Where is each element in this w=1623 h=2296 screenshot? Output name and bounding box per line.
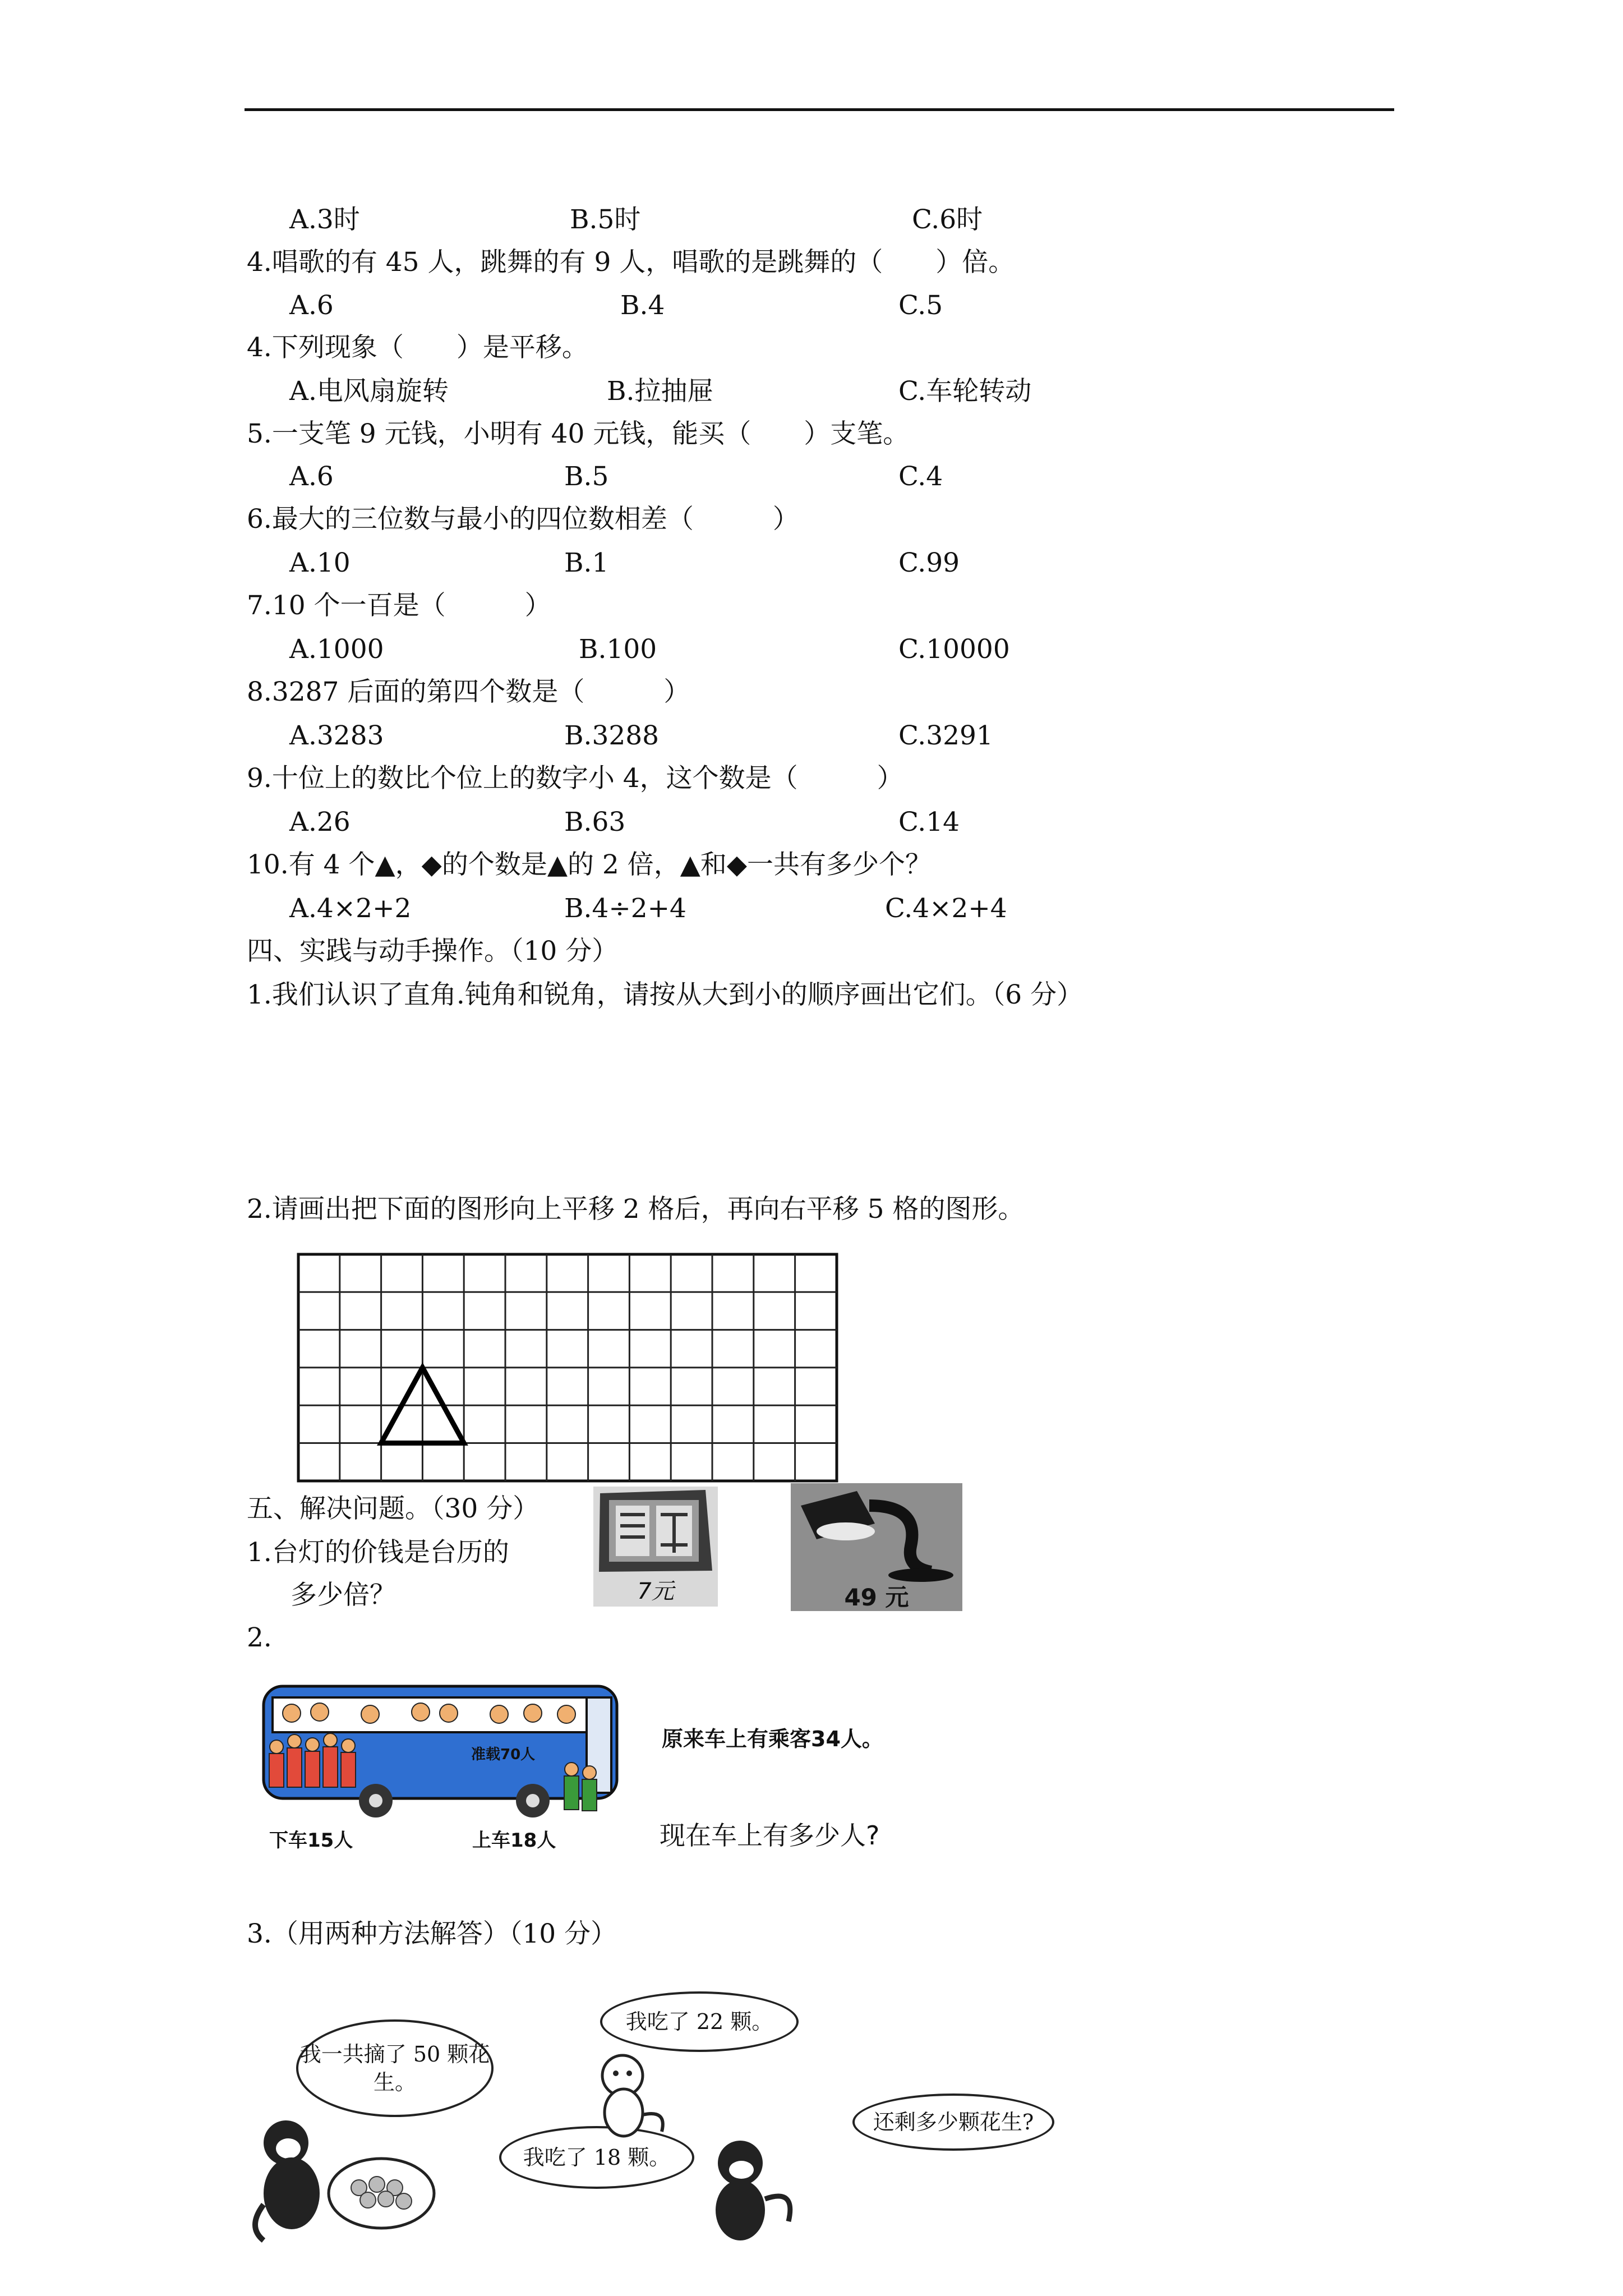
q10-option-c: C.4×2+4: [885, 893, 1007, 924]
bus-getting-off: 下车15人: [269, 1829, 353, 1852]
desk-lamp-icon: [791, 1483, 962, 1584]
q9-option-b: B.63: [564, 807, 626, 838]
q7-text: 7.10 个一百是（ ）: [247, 590, 551, 621]
calendar-price: 7元: [637, 1579, 674, 1604]
q8-option-b: B.3288: [564, 720, 660, 751]
speech-bubble-ate-18: 我吃了 18 颗。: [499, 2126, 694, 2189]
bus-getting-on: 上车18人: [472, 1829, 556, 1852]
bus-original-count: 原来车上有乘客34人。: [662, 1727, 883, 1751]
section5-problem1-line1: 1.台灯的价钱是台历的: [247, 1537, 509, 1568]
q6-option-c: C.99: [898, 547, 960, 578]
section5-problem1-line2: 多少倍？: [291, 1580, 396, 1611]
q6-option-a: A.10: [289, 547, 351, 578]
q6-option-b: B.1: [564, 547, 609, 578]
speech-bubble-ate-22: 我吃了 22 颗。: [600, 1991, 799, 2052]
q9-option-c: C.14: [898, 807, 960, 838]
monkey-with-basket-icon: [247, 2109, 437, 2244]
monkey-black-icon: [690, 2132, 802, 2244]
q3-option-c: C.6时: [912, 204, 983, 235]
section5-problem2-label: 2.: [247, 1622, 272, 1653]
q4b-text: 4.下列现象（ ）是平移。: [247, 332, 588, 363]
q8-option-a: A.3283: [289, 720, 384, 751]
q9-text: 9.十位上的数比个位上的数字小 4，这个数是（ ）: [247, 763, 903, 794]
section4-title: 四、实践与动手操作。（10 分）: [247, 936, 619, 967]
section4-problem1: 1.我们认识了直角.钝角和锐角，请按从大到小的顺序画出它们。（6 分）: [247, 979, 1083, 1010]
q7-option-b: B.100: [579, 634, 657, 665]
q5-option-c: C.4: [898, 461, 943, 492]
q3-option-b: B.5时: [570, 204, 641, 235]
lamp-price: 49 元: [844, 1584, 909, 1611]
bus-image: [258, 1681, 651, 1860]
header-rule: [245, 108, 1394, 111]
q10-option-a: A.4×2+2: [289, 893, 412, 924]
q4a-text: 4.唱歌的有 45 人，跳舞的有 9 人，唱歌的是跳舞的（ ）倍。: [247, 247, 1015, 278]
q10-text: 10.有 4 个▲，◆的个数是▲的 2 倍，▲和◆一共有多少个？: [247, 849, 932, 880]
q5-text: 5.一支笔 9 元钱，小明有 40 元钱，能买（ ）支笔。: [247, 418, 910, 449]
monkey-small-icon: [589, 2047, 673, 2143]
q4b-option-c: C.车轮转动: [898, 376, 1032, 407]
q4a-option-c: C.5: [898, 290, 943, 321]
desk-calendar-icon: [593, 1487, 718, 1576]
q8-text: 8.3287 后面的第四个数是（ ）: [247, 677, 690, 707]
desk-calendar-image: [593, 1487, 718, 1607]
translation-grid: [296, 1252, 839, 1483]
desk-lamp-image: [791, 1483, 962, 1611]
q5-option-b: B.5: [564, 461, 609, 492]
speech-bubble-remaining: 还剩多少颗花生?: [852, 2093, 1054, 2151]
q4b-option-b: B.拉抽屉: [607, 376, 714, 407]
bus-question: 现在车上有多少人?: [660, 1820, 880, 1851]
section4-problem2: 2.请画出把下面的图形向上平移 2 格后，再向右平移 5 格的图形。: [247, 1194, 1025, 1225]
section5-title: 五、解决问题。（30 分）: [247, 1493, 540, 1524]
q7-option-a: A.1000: [289, 634, 384, 665]
q4a-option-a: A.6: [289, 290, 334, 321]
q6-text: 6.最大的三位数与最小的四位数相差（ ）: [247, 504, 799, 535]
q10-option-b: B.4÷2+4: [564, 893, 686, 924]
q4a-option-b: B.4: [620, 290, 665, 321]
q4b-option-a: A.电风扇旋转: [289, 376, 449, 407]
q7-option-c: C.10000: [898, 634, 1010, 665]
q5-option-a: A.6: [289, 461, 334, 492]
bus-sign: 准载70人: [471, 1746, 536, 1763]
q3-option-a: A.3时: [289, 204, 360, 235]
q8-option-c: C.3291: [898, 720, 993, 751]
speech-bubble-total: 我一共摘了 50 颗花生。: [296, 2019, 494, 2117]
q9-option-a: A.26: [289, 807, 351, 838]
section5-problem3: 3.（用两种方法解答）（10 分）: [247, 1918, 617, 1949]
